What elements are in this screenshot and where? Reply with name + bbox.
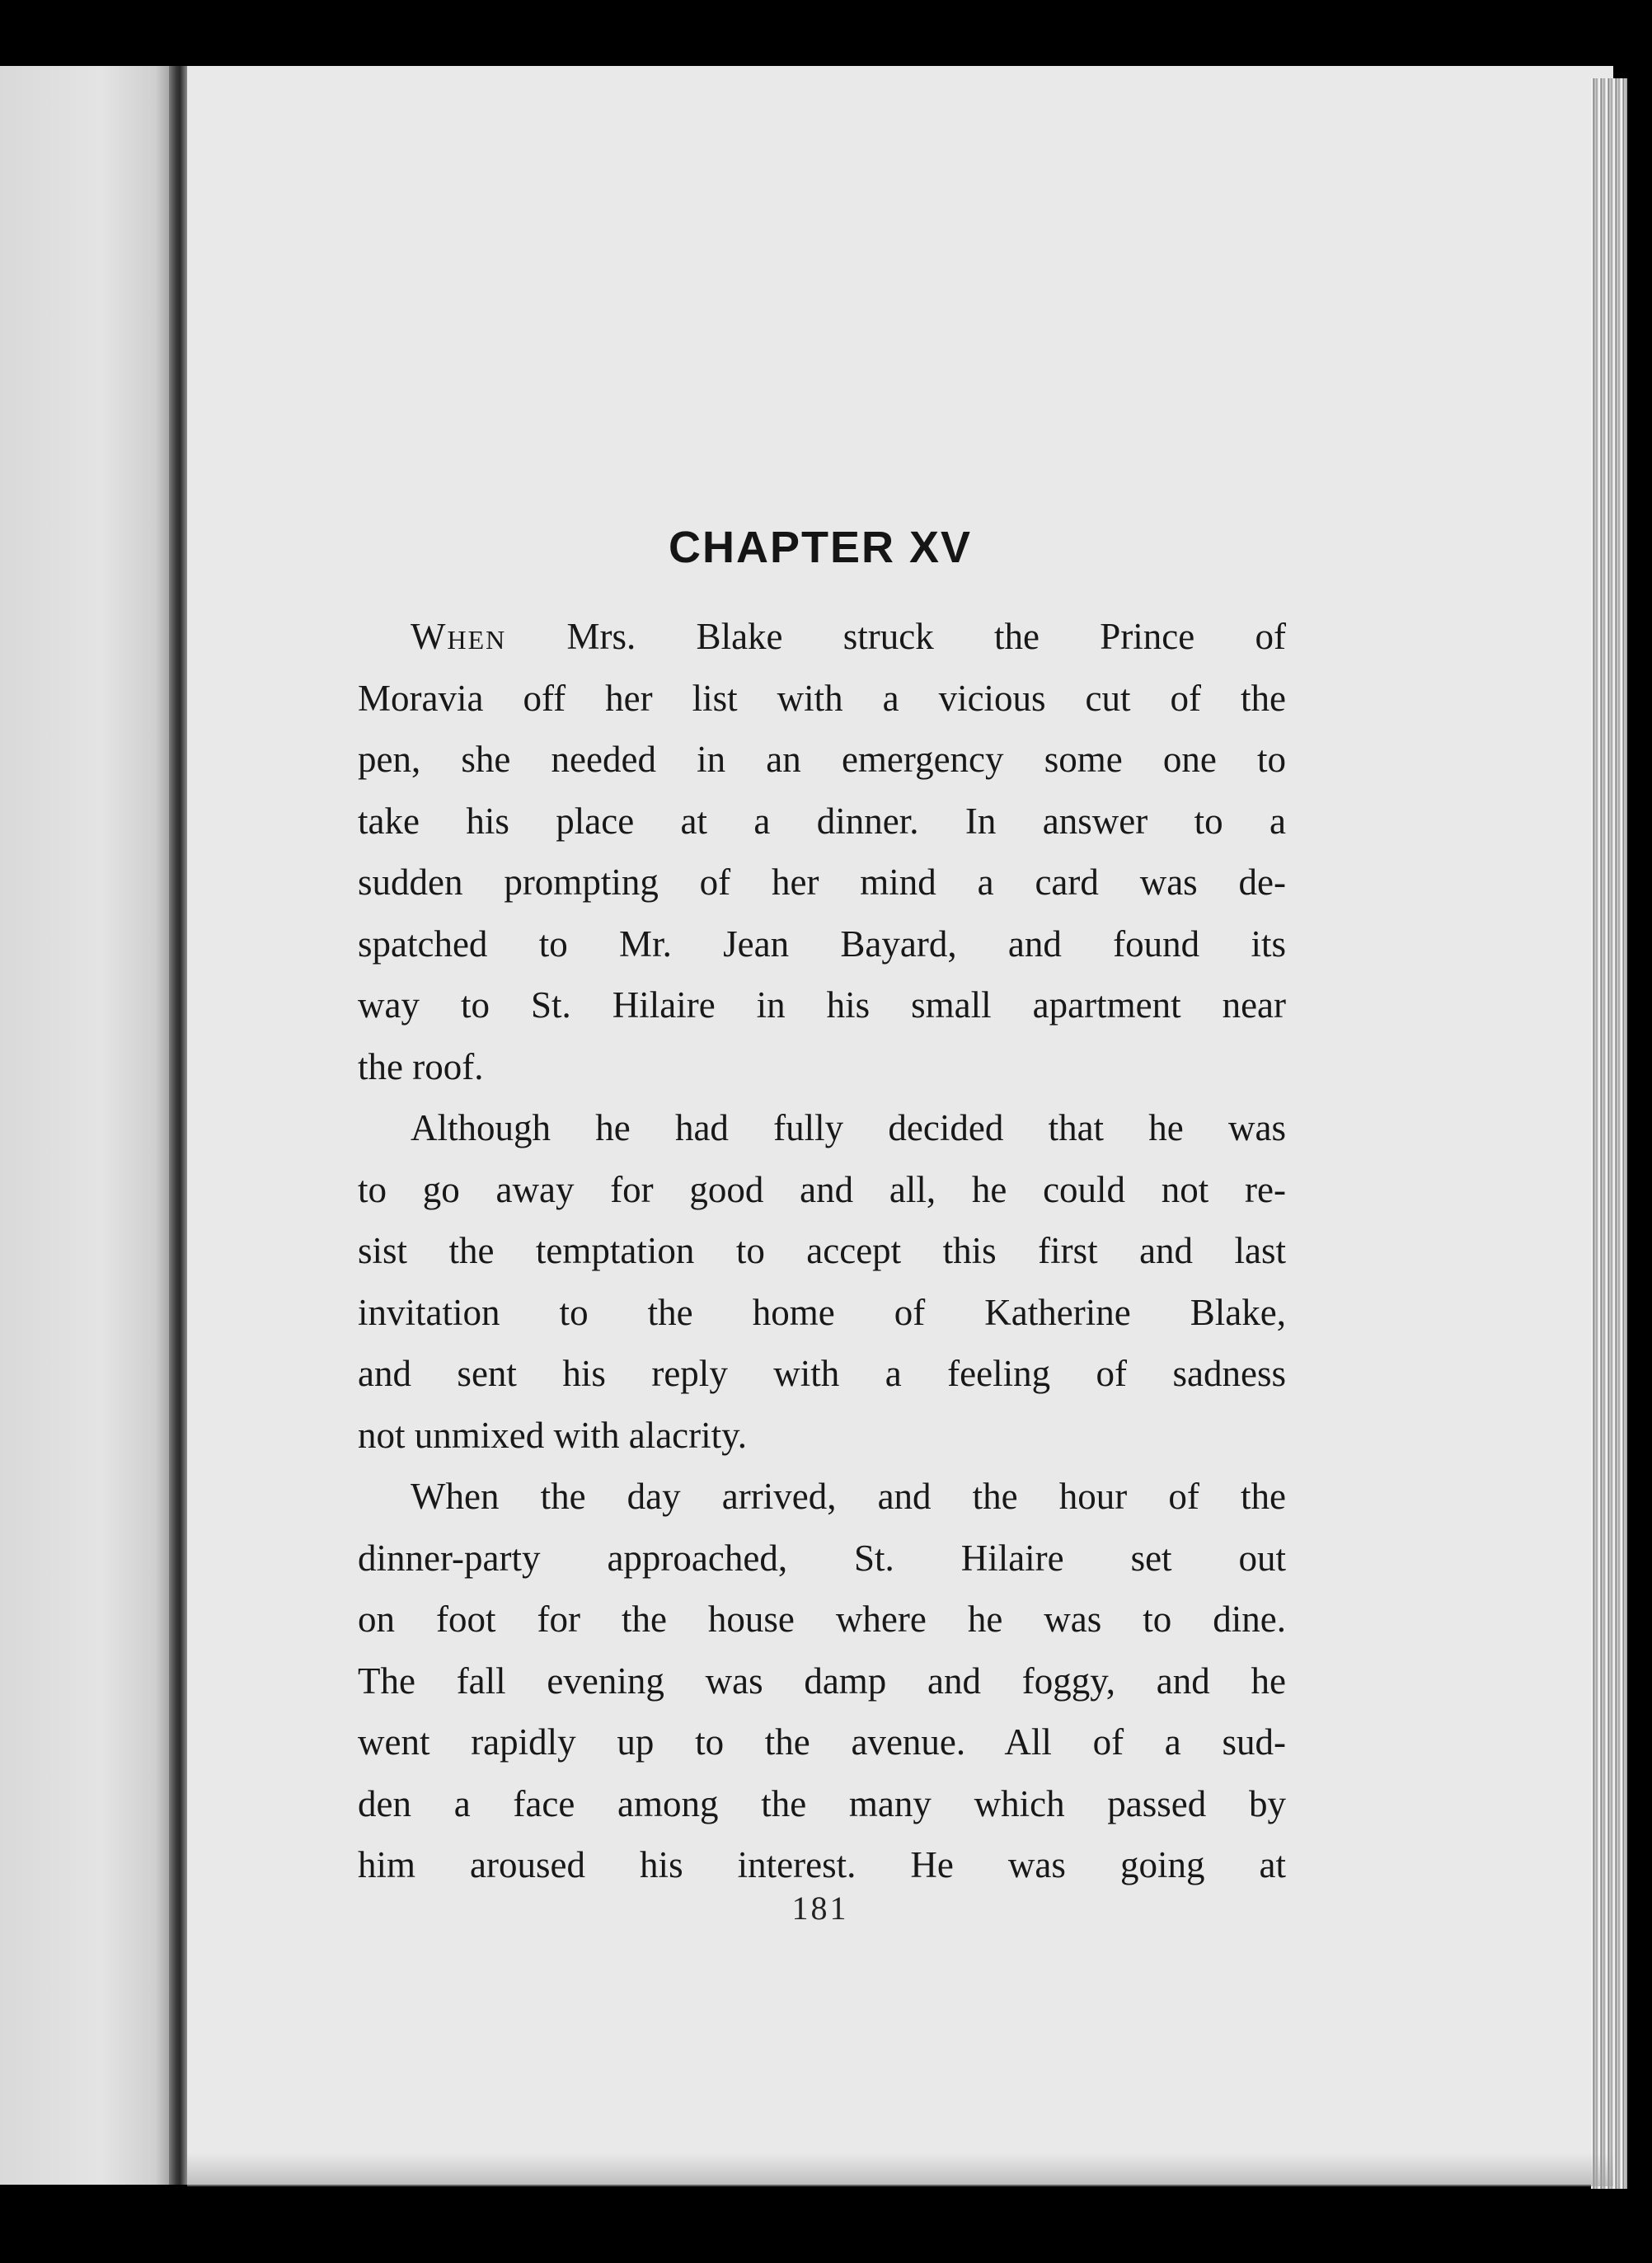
text-line: take his place at a dinner. In answer to a (358, 800, 1286, 842)
text-line: When the day arrived, and the hour of the (411, 1476, 1286, 1517)
text-line: sist the temptation to accept this first and last (358, 1230, 1286, 1271)
text-line: not unmixed with alacrity. (358, 1414, 747, 1456)
text-line: the roof. (358, 1045, 484, 1087)
book-gutter (169, 66, 187, 2185)
paragraph-3 (358, 1466, 1286, 1896)
text-line: and sent his reply with a feeling of sadness (358, 1353, 1286, 1394)
text-line: The fall evening was damp and foggy, and he (358, 1660, 1286, 1702)
body-text (358, 606, 1286, 1896)
text-line: Moravia off her list with a vicious cut of the (358, 677, 1286, 719)
page-edges-stack (1591, 78, 1627, 2189)
text-line: went rapidly up to the avenue. All of a sud- (358, 1721, 1286, 1763)
text-line: way to St. Hilaire in his small apartment near (358, 984, 1286, 1026)
text-line: invitation to the home of Katherine Blake, (358, 1291, 1286, 1333)
text-line: sudden prompting of her mind a card was de- (358, 862, 1286, 903)
page-number: 181 (791, 1890, 849, 1927)
text-line: spatched to Mr. Jean Bayard, and found its (358, 923, 1286, 965)
text-line: on foot for the house where he was to dine. (358, 1599, 1286, 1640)
page-bottom-shadow (187, 2153, 1613, 2186)
text-line: When Mrs. Blake struck the Prince of (411, 616, 1287, 657)
text-line: den a face among the many which passed by (358, 1782, 1286, 1824)
lead-word: When (411, 616, 507, 657)
chapter-heading: CHAPTER XV (668, 523, 973, 572)
text-line: Although he had fully decided that he was (411, 1107, 1286, 1148)
text-line: to go away for good and all, he could not re- (358, 1168, 1286, 1210)
left-page-edge (0, 66, 169, 2185)
text-line: him aroused his interest. He was going at (358, 1844, 1286, 1885)
text-line: pen, she needed in an emergency some one to (358, 739, 1286, 780)
paragraph-2 (358, 1097, 1286, 1466)
paragraph-1 (358, 606, 1286, 1097)
text-line: dinner-party approached, St. Hilaire set out (358, 1537, 1286, 1579)
